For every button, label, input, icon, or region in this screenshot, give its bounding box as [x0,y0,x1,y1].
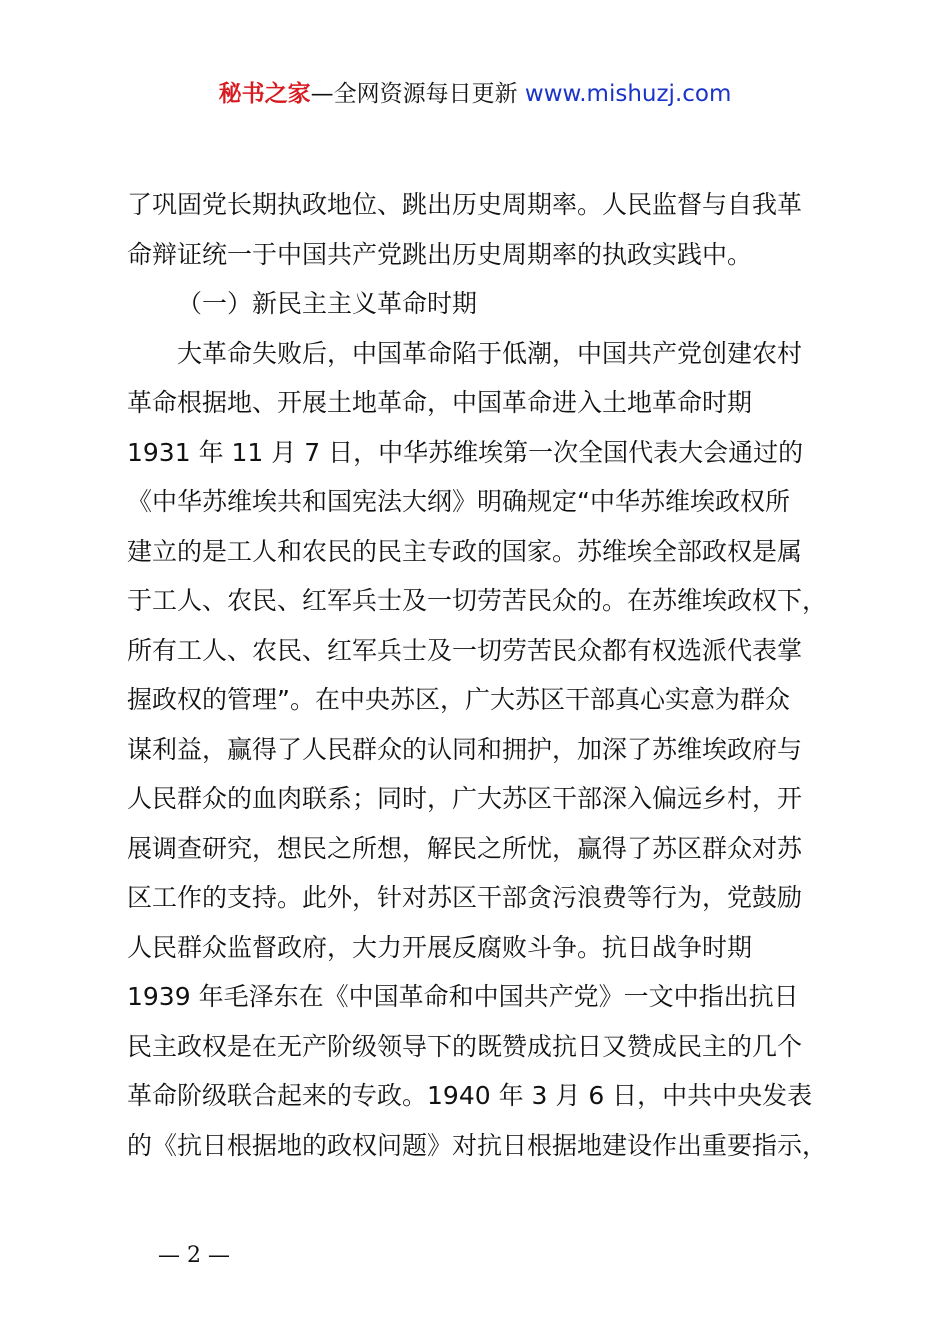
text-line: 民主政权是在无产阶级领导下的既赞成抗日又赞成民主的几个 [127,1031,803,1061]
text-line: 革命根据地、开展土地革命，中国革命进入土地革命时期 [127,388,753,417]
page-number: — 2 — [158,1243,230,1268]
brand-name: 秘书之家 [218,81,311,107]
text-line: 于工人、农民、红军兵士及一切劳苦民众的。在苏维埃政权下， [127,586,828,615]
header-url[interactable]: www.mishuzj.com [524,81,732,107]
section-heading: （一）新民主主义革命时期 [177,289,478,318]
text-line: 1931 年 11 月 7 日，中华苏维埃第一次全国代表大会通过的 [127,437,804,467]
text-line: 握政权的管理”。在中央苏区，广大苏区干部真心实意为群众 [127,685,790,714]
header-tagline: —全网资源每日更新 [310,81,525,107]
text-line: 《中华苏维埃共和国宪法大纲》明确规定“中华苏维埃政权所 [127,487,790,516]
text-line: 展调查研究，想民之所想，解民之所忧，赢得了苏区群众对苏 [127,833,803,863]
text-line: 建立的是工人和农民的民主专政的国家。苏维埃全部政权是属 [127,536,803,566]
text-line: 革命阶级联合起来的专政。1940 年 3 月 6 日，中共中央发表 [127,1081,813,1110]
text-line: 的《抗日根据地的政权问题》对抗日根据地建设作出重要指示， [127,1130,828,1160]
text-line: 了巩固党长期执政地位、跳出历史周期率。人民监督与自我革 [127,190,803,219]
text-line: 命辩证统一于中国共产党跳出历史周期率的执政实践中。 [127,239,753,269]
text-line: 区工作的支持。此外，针对苏区干部贪污浪费等行为，党鼓励 [127,883,803,912]
text-line: 人民群众监督政府，大力开展反腐败斗争。抗日战争时期 [127,932,753,962]
text-line: 1939 年毛泽东在《中国革命和中国共产党》一文中指出抗日 [127,982,799,1011]
document-body [127,180,837,1170]
page-header [0,78,950,110]
text-line: 人民群众的血肉联系；同时，广大苏区干部深入偏远乡村，开 [127,784,803,813]
text-line: 谋利益，赢得了人民群众的认同和拥护，加深了苏维埃政府与 [127,734,803,764]
text-line: 大革命失败后，中国革命陷于低潮，中国共产党创建农村 [177,338,803,368]
text-line: 所有工人、农民、红军兵士及一切劳苦民众都有权选派代表掌 [127,635,803,665]
